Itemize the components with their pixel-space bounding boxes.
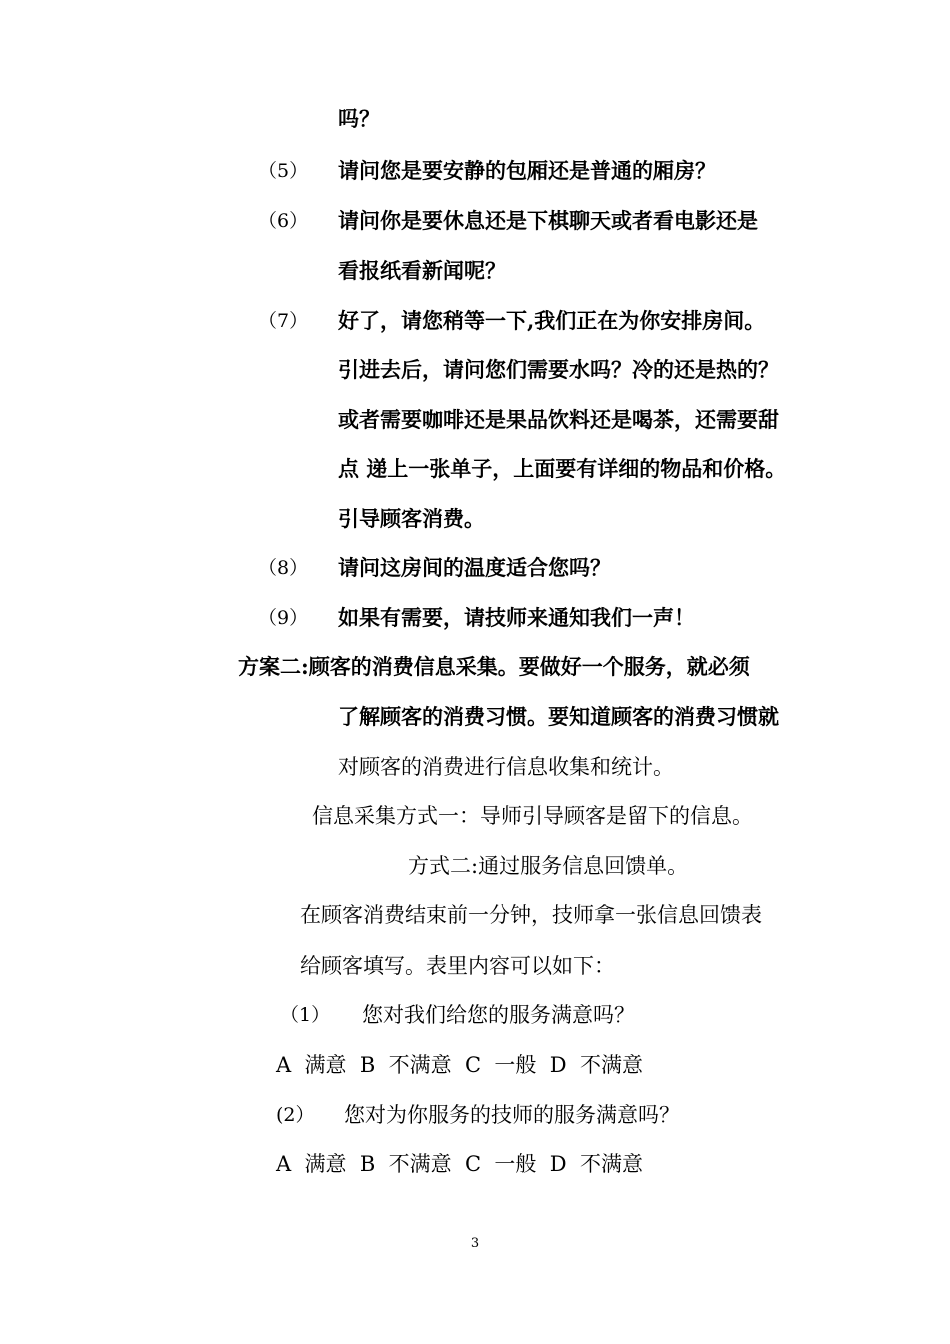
question-7-line-3: 或者需要咖啡还是果品饮料还是喝茶，还需要甜 — [338, 407, 779, 432]
survey-question-2: 您对为你服务的技师的服务满意吗？ — [344, 1103, 680, 1127]
question-5-text: 请问您是要安静的包厢还是普通的厢房？ — [338, 158, 716, 183]
question-9-text: 如果有需要，请技师来通知我们一声！ — [338, 605, 695, 630]
question-number: （9） — [258, 607, 309, 629]
plan2-line-3: 对顾客的消费进行信息收集和统计。 — [338, 755, 674, 779]
question-7-line-5: 引导顾客消费。 — [338, 506, 485, 531]
info-method-2: 方式二:通过服务信息回馈单。 — [408, 854, 689, 878]
question-8-text: 请问这房间的温度适合您吗？ — [338, 555, 611, 580]
survey-options-2: A 满意 B 不满意 C 一般 D 不满意 — [276, 1152, 643, 1176]
question-number: （5） — [258, 160, 309, 182]
info-description-2: 给顾客填写。表里内容可以如下： — [300, 954, 615, 978]
plan2-line-2: 了解顾客的消费习惯。要知道顾客的消费习惯就 — [338, 704, 779, 729]
question-number: （7） — [258, 310, 309, 332]
question-4-continuation: 吗？ — [338, 106, 380, 131]
question-number: （6） — [258, 210, 309, 232]
question-7-line-4: 点 递上一张单子，上面要有详细的物品和价格。 — [338, 456, 787, 481]
question-6-line-1: 请问你是要休息还是下棋聊天或者看电影还是 — [338, 208, 758, 233]
survey-question-1: 您对我们给您的服务满意吗？ — [362, 1003, 635, 1027]
question-number: （8） — [258, 557, 309, 579]
question-7-line-1: 好了，请您稍等一下,我们正在为你安排房间。 — [338, 308, 766, 333]
survey-number: (2） — [276, 1104, 315, 1126]
question-7-line-2: 引进去后，请问您们需要水吗？冷的还是热的？ — [338, 357, 779, 382]
page-number: 3 — [470, 1236, 480, 1251]
survey-options-1: A 满意 B 不满意 C 一般 D 不满意 — [276, 1053, 643, 1077]
info-description-1: 在顾客消费结束前一分钟，技师拿一张信息回馈表 — [300, 903, 762, 927]
survey-number: （1） — [280, 1004, 331, 1026]
question-6-line-2: 看报纸看新闻呢？ — [338, 258, 506, 283]
info-method-1: 信息采集方式一：导师引导顾客是留下的信息。 — [312, 804, 753, 828]
plan2-heading: 方案二:顾客的消费信息采集。要做好一个服务，就必须 — [238, 654, 750, 679]
